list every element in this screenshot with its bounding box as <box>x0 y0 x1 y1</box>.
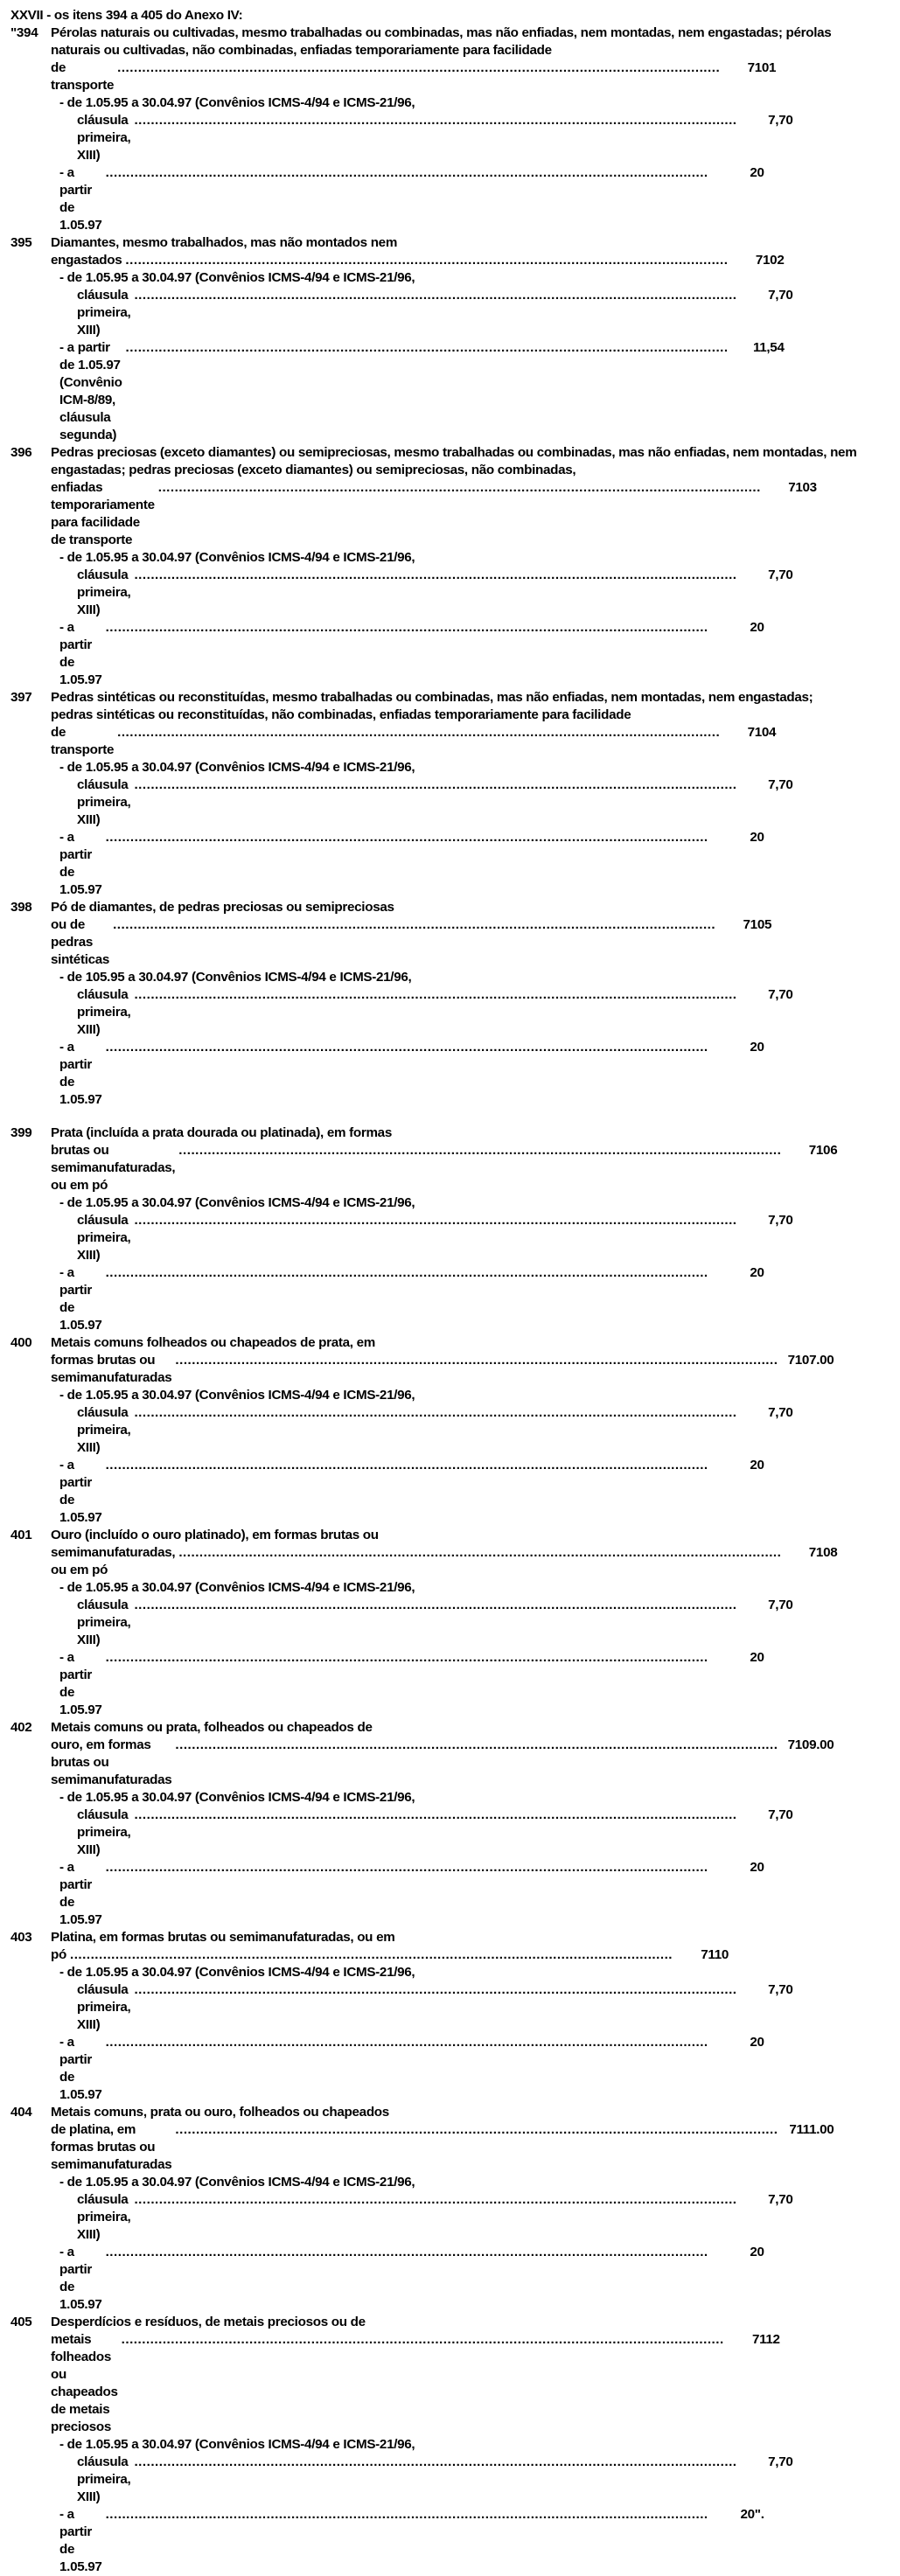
period-two-rate-row <box>10 1859 764 1929</box>
period-one-line: - de 1.05.95 a 30.04.97 (Convênios ICMS-4/94 e ICMS-21/96, <box>59 760 415 775</box>
item-text <box>51 1527 900 1579</box>
period-one-line: - de 1.05.95 a 30.04.97 (Convênios ICMS-4/94 e ICMS-21/96, <box>59 2437 415 2452</box>
item-description-end: de transporte <box>51 60 115 93</box>
item-description-block <box>10 1719 834 1789</box>
period-one-line: - de 1.05.95 a 30.04.97 (Convênios ICMS-4/94 e ICMS-21/96, <box>59 1790 415 1805</box>
item-description-end: ou de pedras sintéticas <box>51 917 110 967</box>
period-one-line: - de 1.05.95 a 30.04.97 (Convênios ICMS-4/94 e ICMS-21/96, <box>59 1965 415 1980</box>
period-two-rate-row <box>10 1039 764 1109</box>
dot-leader <box>134 112 736 129</box>
item-text <box>51 234 847 269</box>
rate-value: 7,70 <box>768 113 793 128</box>
dot-leader <box>175 1352 778 1369</box>
dot-leader <box>106 1264 708 1282</box>
dot-leader <box>117 724 720 741</box>
period-two-label: - a partir de 1.05.97 <box>59 1458 102 1525</box>
period-two-rate-row <box>10 829 764 899</box>
period-one-rate-row <box>10 2454 793 2506</box>
period-two-rate-row <box>10 619 764 689</box>
dot-leader <box>178 1544 781 1562</box>
period-one-clause: cláusula primeira, XIII) <box>77 777 131 827</box>
rate-value: 20 <box>750 2035 764 2050</box>
dot-leader <box>134 287 736 304</box>
tariff-item <box>10 234 793 444</box>
item-description-block <box>10 444 857 549</box>
period-one-clause: cláusula primeira, XIII) <box>77 113 131 163</box>
item-text <box>51 1719 897 1789</box>
tariff-item <box>10 444 857 689</box>
dot-leader <box>70 1946 673 1964</box>
rate-value: 20". <box>740 2507 764 2522</box>
tariff-item <box>10 24 832 234</box>
period-two-label: - a partir de 1.05.97 <box>59 165 102 233</box>
rate-value: 7,70 <box>768 987 793 1002</box>
period-one-clause: cláusula primeira, XIII) <box>77 2454 131 2504</box>
item-code-row <box>51 916 834 969</box>
item-description-block <box>10 1124 838 1194</box>
period-one-rate-row <box>10 1404 793 1457</box>
item-description-block <box>10 24 832 94</box>
period-one-clause: cláusula primeira, XIII) <box>77 1807 131 1857</box>
item-description-end: formas brutas ou semimanufaturadas <box>51 1353 172 1385</box>
item-code-row <box>51 479 880 549</box>
period-one-line: - de 1.05.95 a 30.04.97 (Convênios ICMS-4/94 e ICMS-21/96, <box>59 270 415 285</box>
item-text <box>51 1124 900 1194</box>
period-two-label: - a partir de 1.05.97 <box>59 830 102 897</box>
rate-value: 7,70 <box>768 2454 793 2469</box>
item-text <box>51 2104 897 2174</box>
period-one-rate-row <box>10 986 793 1039</box>
dot-leader <box>134 567 736 584</box>
item-description: Pó de diamantes, de pedras preciosas ou semipreciosas <box>51 900 394 915</box>
period-two-label: - a partir de 1.05.97 <box>59 1650 102 1717</box>
dot-leader <box>106 1039 708 1056</box>
period-one-clause: cláusula primeira, XIII) <box>77 1405 131 1455</box>
item-description-end: semimanufaturadas, ou em pó <box>51 1545 176 1577</box>
dot-leader <box>122 2331 724 2349</box>
dot-leader <box>134 1212 736 1229</box>
item-description-block <box>10 2314 780 2436</box>
period-two-rate-row <box>10 2506 764 2576</box>
rate-value: 7,70 <box>768 1405 793 1420</box>
dot-leader <box>106 164 708 182</box>
period-one-rate-row <box>10 2191 793 2244</box>
period-one-clause: cláusula primeira, XIII) <box>77 987 131 1037</box>
item-description-end: pó <box>51 1947 66 1962</box>
dot-leader <box>106 1859 708 1876</box>
item-number: 404 <box>10 2105 32 2120</box>
tariff-item <box>10 1527 838 1719</box>
rate-value: 20 <box>750 830 764 845</box>
item-list <box>10 24 857 2576</box>
period-two-label: - a partir de 1.05.97 (Convênio ICM-8/89, cláusula segunda) <box>59 340 122 442</box>
item-description: Metais comuns ou prata, folheados ou chapeados de <box>51 1720 373 1735</box>
item-number: 396 <box>10 445 32 460</box>
rate-value: 20 <box>750 620 764 635</box>
ncm-code: 7105 <box>743 917 772 932</box>
dot-leader <box>106 1457 708 1474</box>
ncm-code: 7108 <box>808 1545 838 1560</box>
period-one-clause: cláusula primeira, XIII) <box>77 1213 131 1263</box>
item-description: Pedras sintéticas ou reconstituídas, mesmo trabalhadas ou combinadas, mas não enfiadas, nem montadas, nem engastadas; pedras sintéticas ou reconstituídas, não combinadas, enfiadas temporariamente para facilidade <box>51 690 813 722</box>
item-number: 398 <box>10 900 32 915</box>
period-one-rate-row <box>10 776 793 829</box>
period-one-rate-row <box>10 567 793 619</box>
item-number: 397 <box>10 690 32 705</box>
item-number: 405 <box>10 2315 32 2329</box>
rate-value: 20 <box>750 1265 764 1280</box>
item-code-row <box>51 1142 900 1194</box>
period-two-label: - a partir de 1.05.97 <box>59 2035 102 2102</box>
item-text <box>51 1929 792 1964</box>
period-two-label: - a partir de 1.05.97 <box>59 1040 102 1107</box>
period-two-rate-row <box>10 339 785 444</box>
item-code-row <box>51 1352 897 1387</box>
item-description-block <box>10 1334 834 1387</box>
period-one-clause: cláusula primeira, XIII) <box>77 1598 131 1647</box>
period-one-line: - de 105.95 a 30.04.97 (Convênios ICMS-4/94 e ICMS-21/96, <box>59 970 412 985</box>
dot-leader <box>134 1404 736 1422</box>
item-number: 395 <box>10 235 32 250</box>
dot-leader <box>175 2121 778 2139</box>
period-one-rate-row <box>10 1807 793 1859</box>
item-code-row <box>51 2331 843 2436</box>
rate-value: 20 <box>750 1040 764 1055</box>
period-two-rate-row <box>10 1649 764 1719</box>
item-text <box>51 24 839 94</box>
period-two-label: - a partir de 1.05.97 <box>59 620 102 687</box>
ncm-code: 7104 <box>747 725 777 740</box>
item-description-end: brutas ou semimanufaturadas, ou em pó <box>51 1143 176 1193</box>
tariff-item <box>10 2314 793 2576</box>
rate-value: 7,70 <box>768 1598 793 1612</box>
item-description-block <box>10 234 785 269</box>
item-description: Metais comuns folheados ou chapeados de prata, em <box>51 1335 375 1350</box>
tariff-item <box>10 2104 834 2314</box>
period-one-clause: cláusula primeira, XIII) <box>77 288 131 338</box>
rate-value: 20 <box>750 1860 764 1875</box>
period-one-line: - de 1.05.95 a 30.04.97 (Convênios ICMS-4/94 e ICMS-21/96, <box>59 1195 415 1210</box>
item-description: Platina, em formas brutas ou semimanufaturadas, ou em <box>51 1930 395 1945</box>
dot-leader <box>106 829 708 846</box>
period-one-rate-row <box>10 287 793 339</box>
item-description-block <box>10 1527 838 1579</box>
tariff-item <box>10 689 813 899</box>
period-one-clause: cláusula primeira, XIII) <box>77 567 131 617</box>
rate-value: 7,70 <box>768 288 793 303</box>
item-number: "394 <box>10 25 38 40</box>
period-two-label: - a partir de 1.05.97 <box>59 1860 102 1927</box>
tariff-item <box>10 899 793 1109</box>
item-description: Pedras preciosas (exceto diamantes) ou semipreciosas, mesmo trabalhadas ou combinadas, mas não enfiadas, nem montadas, nem engastadas; pedras preciosas (exceto diamantes) ou semipreciosas, não combinadas, <box>51 445 857 477</box>
dot-leader <box>106 2034 708 2051</box>
item-text <box>51 444 880 549</box>
item-code-row <box>51 252 847 269</box>
dot-leader <box>134 1807 736 1824</box>
item-description: Diamantes, mesmo trabalhados, mas não montados nem <box>51 235 398 250</box>
ncm-code: 7103 <box>788 480 817 495</box>
tariff-item <box>10 1719 834 1929</box>
item-text <box>51 899 834 969</box>
rate-value: 7,70 <box>768 777 793 792</box>
ncm-code: 7102 <box>755 253 785 268</box>
period-one-line: - de 1.05.95 a 30.04.97 (Convênios ICMS-4/94 e ICMS-21/96, <box>59 2175 415 2190</box>
ncm-code: 7101 <box>747 60 777 75</box>
dot-leader <box>113 916 715 934</box>
item-text <box>51 2314 843 2436</box>
spacer <box>10 1109 547 1124</box>
period-one-line: - de 1.05.95 a 30.04.97 (Convênios ICMS-4/94 e ICMS-21/96, <box>59 95 415 110</box>
dot-leader <box>134 2454 736 2471</box>
dot-leader <box>134 1597 736 1614</box>
dot-leader <box>106 2244 708 2261</box>
dot-leader <box>178 1142 781 1159</box>
period-two-rate-row <box>10 1264 764 1334</box>
period-two-rate-row <box>10 1457 764 1527</box>
section-heading: XXVII - os itens 394 a 405 do Anexo IV: <box>10 8 243 23</box>
item-description: Metais comuns, prata ou ouro, folheados ou chapeados <box>51 2105 389 2120</box>
rate-value: 7,70 <box>768 567 793 582</box>
rate-value: 7,70 <box>768 1982 793 1997</box>
rate-value: 20 <box>750 165 764 180</box>
item-number: 399 <box>10 1125 32 1140</box>
dot-leader <box>134 1981 736 1999</box>
tariff-item <box>10 1124 838 1334</box>
item-description: Ouro (incluído o ouro platinado), em formas brutas ou <box>51 1528 379 1542</box>
rate-value: 20 <box>750 1458 764 1472</box>
period-one-rate-row <box>10 1212 793 1264</box>
dot-leader <box>125 252 728 269</box>
rate-value: 20 <box>750 2245 764 2259</box>
dot-leader <box>134 2191 736 2209</box>
ncm-code: 7112 <box>751 2332 780 2347</box>
item-description-end: engastados <box>51 253 122 268</box>
item-description: Desperdícios e resíduos, de metais preciosos ou de <box>51 2315 366 2329</box>
tariff-item <box>10 1929 793 2104</box>
item-description-end: de platina, em formas brutas ou semimanufaturadas <box>51 2122 172 2172</box>
item-description-block <box>10 899 772 969</box>
tariff-item <box>10 1334 834 1527</box>
period-one-line: - de 1.05.95 a 30.04.97 (Convênios ICMS-4/94 e ICMS-21/96, <box>59 1580 415 1595</box>
dot-leader <box>106 619 708 637</box>
period-two-label: - a partir de 1.05.97 <box>59 2245 102 2312</box>
item-number: 403 <box>10 1930 32 1945</box>
rate-value: 20 <box>750 1650 764 1665</box>
item-code-row <box>51 1544 900 1579</box>
dot-leader <box>134 986 736 1004</box>
item-code-row <box>51 1946 792 1964</box>
period-one-clause: cláusula primeira, XIII) <box>77 1982 131 2032</box>
item-text <box>51 1334 897 1387</box>
item-description-block <box>10 689 813 759</box>
rate-value: 7,70 <box>768 1213 793 1228</box>
item-code-row <box>51 1737 897 1789</box>
ncm-code: 7111.00 <box>789 2122 834 2137</box>
item-number: 402 <box>10 1720 32 1735</box>
item-description-end: de transporte <box>51 725 115 757</box>
dot-leader <box>134 776 736 794</box>
item-code-row <box>51 59 839 94</box>
item-code-row <box>51 724 839 759</box>
period-one-line: - de 1.05.95 a 30.04.97 (Convênios ICMS-4/94 e ICMS-21/96, <box>59 550 415 565</box>
item-number: 401 <box>10 1528 32 1542</box>
dot-leader <box>117 59 720 77</box>
period-two-label: - a partir de 1.05.97 <box>59 2507 102 2574</box>
ncm-code: 7106 <box>808 1143 838 1158</box>
period-one-clause: cláusula primeira, XIII) <box>77 2192 131 2242</box>
period-one-rate-row <box>10 1981 793 2034</box>
item-description: Pérolas naturais ou cultivadas, mesmo trabalhadas ou combinadas, mas não enfiadas, nem montadas, nem engastadas; pérolas naturais ou cultivadas, não combinadas, enfiadas temporariamente para facilidade <box>51 25 832 58</box>
period-two-label: - a partir de 1.05.97 <box>59 1265 102 1333</box>
period-two-rate-row <box>10 164 764 234</box>
item-description-end: metais folheados ou chapeados de metais preciosos <box>51 2332 118 2434</box>
dot-leader <box>175 1737 778 1754</box>
item-description-end: enfiadas temporariamente para facilidade de transporte <box>51 480 155 547</box>
item-description-end: ouro, em formas brutas ou semimanufaturadas <box>51 1737 172 1787</box>
ncm-code: 7109.00 <box>787 1737 834 1752</box>
ncm-code: 7110 <box>701 1947 729 1962</box>
item-description-block <box>10 2104 834 2174</box>
period-one-rate-row <box>10 112 793 164</box>
period-one-rate-row <box>10 1597 793 1649</box>
period-two-rate-row <box>10 2244 764 2314</box>
item-text <box>51 689 839 759</box>
period-two-rate-row <box>10 2034 764 2104</box>
item-description: Prata (incluída a prata dourada ou platinada), em formas <box>51 1125 392 1140</box>
item-code-row <box>51 2121 897 2174</box>
period-one-line: - de 1.05.95 a 30.04.97 (Convênios ICMS-4/94 e ICMS-21/96, <box>59 1388 415 1403</box>
dot-leader <box>126 339 729 357</box>
rate-value: 11,54 <box>752 340 785 355</box>
item-description-block <box>10 1929 729 1964</box>
rate-value: 7,70 <box>768 1807 793 1822</box>
rate-value: 7,70 <box>768 2192 793 2207</box>
ncm-code: 7107.00 <box>787 1353 834 1368</box>
dot-leader <box>106 2506 708 2524</box>
dot-leader <box>158 479 761 497</box>
dot-leader <box>106 1649 708 1667</box>
item-number: 400 <box>10 1335 32 1350</box>
